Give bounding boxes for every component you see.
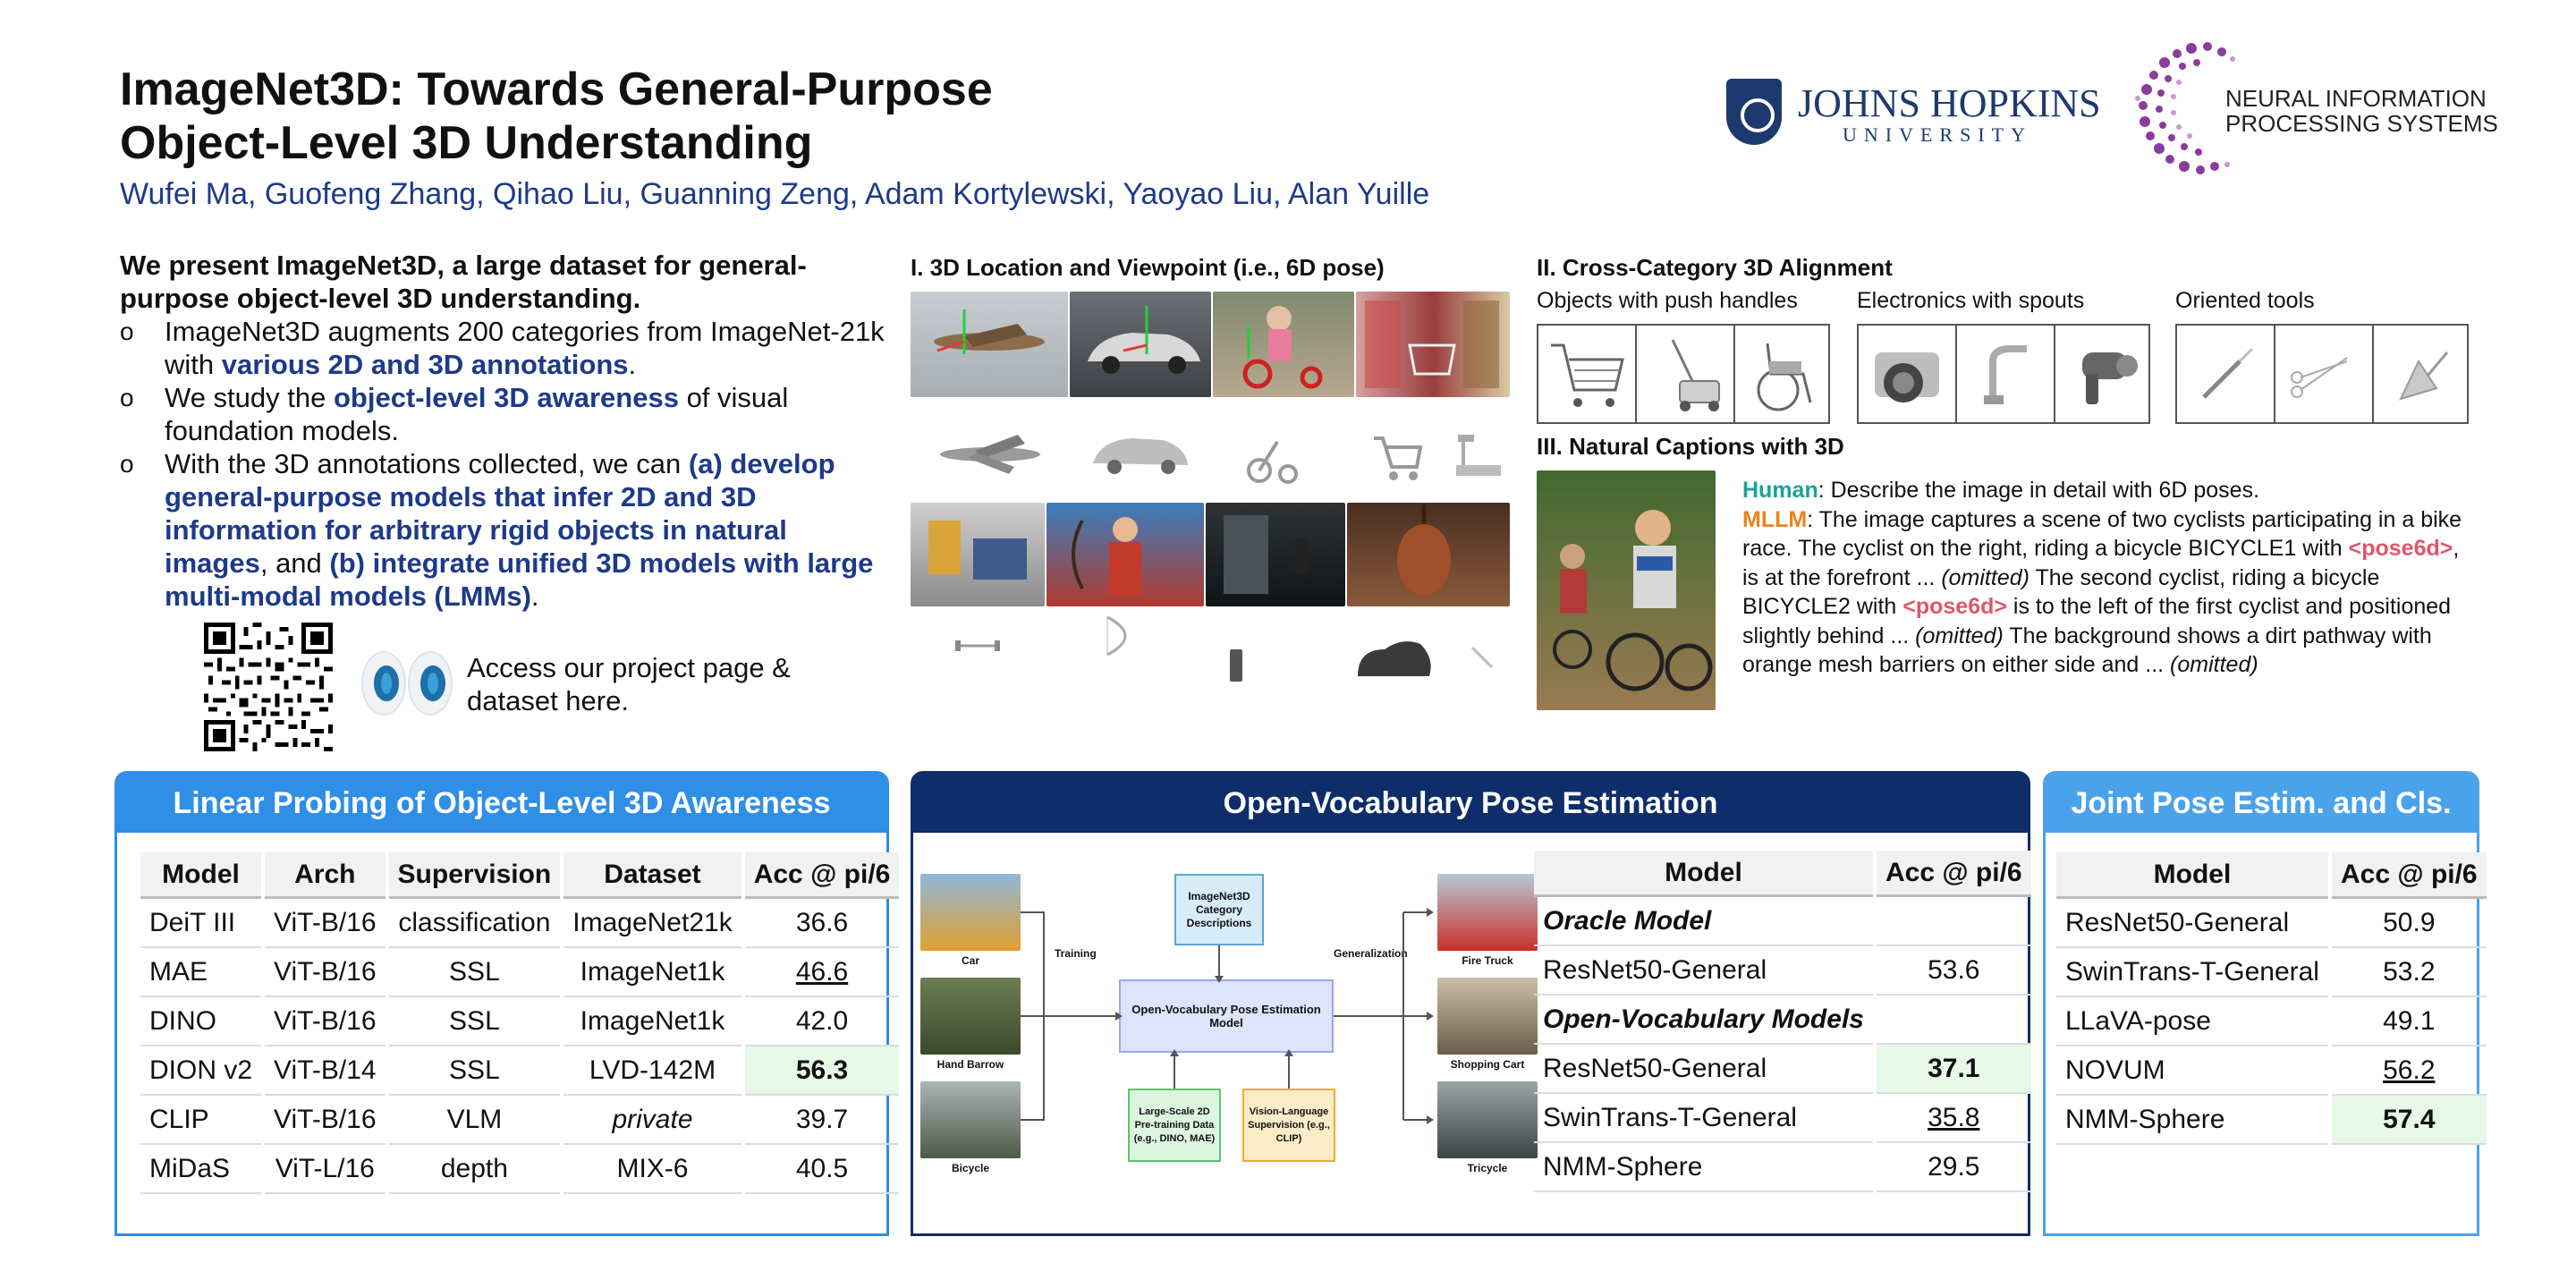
bullet-text: , and (259, 547, 330, 579)
cart-render-icon (1538, 326, 1635, 422)
cell-acc: 39.7 (745, 1096, 900, 1145)
bullet-marker: o (120, 384, 134, 411)
mower-cell (1637, 326, 1735, 422)
omitted-text: (omitted) (1941, 564, 2029, 590)
cell-model: ResNet50-General (1534, 1045, 1873, 1094)
panel-linear-title: Linear Probing of Object-Level 3D Awareness (117, 774, 886, 833)
bullet-marker: o (120, 318, 134, 345)
cell-model: NOVUM (2056, 1046, 2328, 1096)
diagram-firetruck-photo (1437, 874, 1538, 951)
push-handles-box (1537, 324, 1830, 424)
diagram-bicycle-label: Bicycle (951, 1162, 990, 1174)
panel-joint (2043, 771, 2479, 1236)
human-text: : Describe the image in detail with 6D poses. (1818, 478, 2260, 503)
cyclists-photo (1537, 470, 1716, 710)
table-row (2056, 1046, 2487, 1096)
trowel-render-icon (2374, 326, 2470, 422)
cell-arch: ViT-L/16 (265, 1145, 386, 1194)
mllm-text: The background shows a dirt pathway with orange mesh barriers on either side and ... (1742, 623, 2432, 677)
render-violin-case-icon (1349, 631, 1438, 685)
cell-arch: ViT-B/16 (265, 997, 386, 1046)
diagram-category-desc-box: ImageNet3D Category Descriptions (1174, 874, 1264, 945)
knife-cell (2177, 326, 2275, 422)
col-acc: Acc @ pi/6 (745, 852, 900, 899)
pose-tag: <pose6d> (2348, 536, 2453, 561)
photo-dark-room (1206, 503, 1345, 606)
cell-acc: 42.0 (745, 997, 900, 1046)
bullet-text: . (628, 349, 637, 380)
cell-model: DINO (140, 997, 261, 1046)
cell-dataset: ImageNet1k (564, 997, 741, 1046)
render-shopping-cart-icon (1365, 426, 1428, 488)
faucet-cell (1957, 326, 2055, 422)
jhu-name: JOHNS HOPKINS (1798, 81, 2101, 125)
cell-model: MAE (140, 948, 261, 997)
mllm-text: The second cyclist, riding a bicycle BICYCLE2 with (1742, 564, 2380, 619)
cell-model: SwinTrans-T-General (1534, 1094, 1873, 1143)
cell-arch: ViT-B/16 (265, 1096, 386, 1145)
render-car-icon (1086, 424, 1193, 483)
cell-dataset: MIX-6 (564, 1145, 741, 1194)
table-row (140, 1145, 899, 1194)
cart-cell (1538, 326, 1637, 422)
shield-icon (1726, 79, 1782, 145)
tools-box (2175, 324, 2469, 424)
table-row (140, 997, 899, 1046)
cell-arch: ViT-B/16 (265, 899, 386, 948)
cell-acc-second-best: 46.6 (745, 948, 900, 997)
col-dataset: Dataset (564, 852, 741, 899)
cell-model: CLIP (140, 1096, 261, 1145)
bullet-highlight: various 2D and 3D annotations (221, 349, 629, 380)
cell-arch: ViT-B/14 (265, 1046, 386, 1096)
neurips-line-2: PROCESSING SYSTEMS (2225, 110, 2498, 137)
omitted-text: (omitted) (2170, 652, 2258, 677)
spouts-box (1857, 324, 2150, 424)
neurips-line-1: NEURAL INFORMATION (2225, 85, 2487, 112)
photo-tricycle-child (1213, 292, 1354, 397)
col-model: Model (2056, 852, 2328, 899)
knife-render-icon (2177, 326, 2274, 422)
omitted-text: (omitted) (1915, 623, 2004, 648)
table-row (1534, 1045, 2031, 1094)
table-row (140, 1096, 899, 1145)
table-header-row (1534, 851, 2031, 897)
bullet-text: We study the (165, 382, 334, 413)
jhu-sub: UNIVERSITY (1843, 123, 2032, 146)
panel-joint-title: Joint Pose Estim. and Cls. (2046, 774, 2477, 833)
render-dumbbell-icon (953, 635, 1002, 657)
photo-archer (1046, 503, 1204, 606)
qr-code-icon[interactable] (204, 623, 333, 751)
cell-model: LLaVA-pose (2056, 997, 2328, 1046)
bullet-2 (120, 381, 889, 447)
group-push-handles: Objects with push handles (1537, 288, 1798, 313)
cell-acc-best: 37.1 (1877, 1045, 2031, 1094)
eye-left-icon (361, 651, 406, 716)
scissors-render-icon (2275, 326, 2372, 422)
cell-arch: ViT-B/16 (265, 948, 386, 997)
title-line-2: Object-Level 3D Understanding (120, 117, 813, 169)
photo-shopping-cart (1356, 292, 1510, 397)
human-label: Human (1742, 478, 1818, 503)
cell-supervision: SSL (389, 948, 561, 997)
render-bow-icon (1098, 614, 1152, 658)
cell-acc-second-best: 56.2 (2332, 1046, 2487, 1096)
bullet-highlight: (a) develop general-purpose models that infer 2D and 3D information for arbitrary rigid objects in natural images (165, 448, 835, 579)
cell-dataset: ImageNet1k (564, 948, 741, 997)
table-header-row (2056, 852, 2487, 899)
cell-acc: 36.6 (745, 899, 900, 948)
hairdryer-cell (2055, 326, 2152, 422)
wheelchair-render-icon (1735, 326, 1832, 422)
panel-openvocab-title: Open-Vocabulary Pose Estimation (913, 774, 2028, 833)
table-row (2056, 1096, 2487, 1145)
bullet-text: . (530, 580, 539, 612)
human-line (1742, 476, 2476, 505)
cell-model: SwinTrans-T-General (2056, 948, 2328, 997)
group-row-oracle (1534, 897, 2031, 946)
cell-model: ResNet50-General (1534, 946, 1873, 996)
eyes-icon (358, 646, 456, 717)
group-spouts: Electronics with spouts (1857, 288, 2085, 313)
cell-model: MiDaS (140, 1145, 261, 1194)
render-treadmill-icon (1451, 429, 1506, 488)
bullet-3 (120, 447, 889, 613)
group-label: Oracle Model (1534, 897, 1873, 946)
photo-car (1070, 292, 1211, 397)
camera-cell (1859, 326, 1957, 422)
photo-indoor (911, 503, 1045, 606)
cell-model: DION v2 (140, 1046, 261, 1096)
bullet-text: ImageNet3D augments 200 categories from ImageNet-21k with (165, 316, 885, 380)
cell-supervision: classification (389, 899, 561, 948)
panel-linear-probing (114, 771, 889, 1236)
jhu-logo (1726, 79, 2101, 150)
diagram-barrow-label: Hand Barrow (936, 1058, 1004, 1071)
intro-bullets (120, 315, 889, 613)
table-header-row (140, 852, 899, 899)
caption-text (1742, 476, 2476, 680)
cell-supervision: VLM (389, 1096, 561, 1145)
render-tricycle-icon (1241, 426, 1304, 488)
col-arch: Arch (265, 852, 386, 899)
cell-acc: 53.6 (1877, 946, 2031, 996)
trowel-cell (2374, 326, 2470, 422)
cell-model: DeiT III (140, 899, 261, 948)
cell-acc-best: 56.3 (745, 1046, 900, 1096)
table-row (1534, 1094, 2031, 1143)
diagram-firetruck-label: Fire Truck (1462, 954, 1513, 967)
section-3-title: III. Natural Captions with 3D (1537, 433, 1844, 460)
scissors-cell (2275, 326, 2374, 422)
camera-render-icon (1859, 326, 1955, 422)
cell-supervision: SSL (389, 1046, 561, 1096)
section-1-title: I. 3D Location and Viewpoint (i.e., 6D pose) (911, 254, 1385, 281)
render-airplane-icon (932, 422, 1048, 485)
bullet-1 (120, 315, 889, 381)
open-vocab-table (1530, 851, 2035, 1192)
render-tool-icon (1469, 644, 1496, 671)
table-row (140, 899, 899, 948)
faucet-render-icon (1957, 326, 2054, 422)
col-model: Model (140, 852, 261, 899)
col-model: Model (1534, 851, 1873, 897)
bullet-text: With the 3D annotations collected, we can (165, 448, 689, 479)
diagram-tricycle-photo (1437, 1081, 1538, 1158)
cell-acc: 29.5 (1877, 1143, 2031, 1192)
bullet-highlight: (b) integrate unified 3D models with large multi-modal models (LMMs) (165, 547, 874, 612)
cell-supervision: SSL (389, 997, 561, 1046)
col-acc: Acc @ pi/6 (2332, 852, 2487, 899)
render-phone-icon (1227, 648, 1245, 683)
mllm-line (1742, 505, 2476, 680)
group-tools: Oriented tools (2175, 288, 2315, 313)
hairdryer-render-icon (2055, 326, 2152, 422)
diagram-tricycle-label: Tricycle (1467, 1162, 1508, 1174)
diagram-car-label: Car (961, 954, 979, 967)
section-2-title: II. Cross-Category 3D Alignment (1537, 254, 1893, 281)
neurips-logo (2129, 36, 2504, 188)
authors: Wufei Ma, Guofeng Zhang, Qihao Liu, Guanning Zeng, Adam Kortylewski, Yaoyao Liu, Alan Yuille (120, 177, 1430, 211)
bullet-text: of visual foundation models. (165, 382, 789, 446)
diagram-pretrain-box: Large-Scale 2D Pre-training Data (e.g., DINO, MAE) (1128, 1089, 1221, 1162)
bullet-marker: o (120, 450, 134, 478)
group-label: Open-Vocabulary Models (1534, 996, 1873, 1045)
table-row (1534, 946, 2031, 996)
table-row (140, 948, 899, 997)
diagram-cart-photo (1437, 978, 1538, 1055)
mllm-text: : The image captures a scene of two cyclists participating in a bike race. The cyclist on the right, riding a bicycle BICYCLE1 with (1742, 506, 2462, 561)
cell-acc-best: 57.4 (2332, 1096, 2487, 1145)
joint-table (2053, 852, 2490, 1145)
col-supervision: Supervision (389, 852, 561, 899)
table-row (2056, 997, 2487, 1046)
title-line-1: ImageNet3D: Towards General-Purpose (120, 64, 993, 115)
group-row-open-vocab (1534, 996, 2031, 1045)
diagram-generalization-label: Generalization (1334, 947, 1408, 960)
mllm-label: MLLM (1742, 506, 1808, 532)
table-row (140, 1046, 899, 1096)
access-text: Access our project page & dataset here. (467, 652, 791, 716)
pose-image-grid (911, 292, 1510, 660)
intro-lead: We present ImageNet3D, a large dataset for general-purpose object-level 3D understanding. (120, 250, 807, 314)
table-row (2056, 948, 2487, 997)
cell-model: NMM-Sphere (2056, 1096, 2328, 1145)
cell-supervision: depth (389, 1145, 561, 1194)
panel-open-vocab (911, 771, 2030, 1236)
eye-right-icon (408, 651, 453, 716)
wheelchair-cell (1735, 326, 1832, 422)
photo-violin (1347, 503, 1510, 606)
cell-acc: 40.5 (745, 1145, 900, 1194)
table-row (2056, 899, 2487, 948)
pose-tag: <pose6d> (1902, 594, 2007, 619)
diagram-cart-label: Shopping Cart (1450, 1058, 1525, 1071)
poster-title (120, 63, 1193, 170)
table-row (1534, 1143, 2031, 1192)
cell-acc: 50.9 (2332, 899, 2487, 948)
diagram-vl-box: Vision-Language Supervision (e.g., CLIP) (1242, 1089, 1335, 1162)
cell-acc: 49.1 (2332, 997, 2487, 1046)
bullet-highlight: object-level 3D awareness (333, 382, 679, 413)
mower-render-icon (1637, 326, 1733, 422)
cell-model: NMM-Sphere (1534, 1143, 1873, 1192)
neurips-text (2225, 86, 2498, 136)
linear-probing-table (137, 852, 902, 1194)
diagram-model-box: Open-Vocabulary Pose Estimation Model (1119, 979, 1334, 1053)
pose-diagram (920, 874, 1538, 1174)
photo-airplane (911, 292, 1068, 397)
cell-dataset: LVD-142M (564, 1046, 741, 1096)
mllm-text: is to the left of the first cyclist and positioned slightly behind ... (1742, 594, 2452, 648)
cell-dataset: private (564, 1096, 741, 1145)
col-acc: Acc @ pi/6 (1877, 851, 2031, 897)
cell-acc: 53.2 (2332, 948, 2487, 997)
mllm-text: , is at the forefront ... (1742, 536, 2460, 590)
diagram-training-label: Training (1055, 947, 1097, 960)
cell-acc-second-best: 35.8 (1877, 1094, 2031, 1143)
cell-model: ResNet50-General (2056, 899, 2328, 948)
cell-dataset: ImageNet21k (564, 899, 741, 948)
